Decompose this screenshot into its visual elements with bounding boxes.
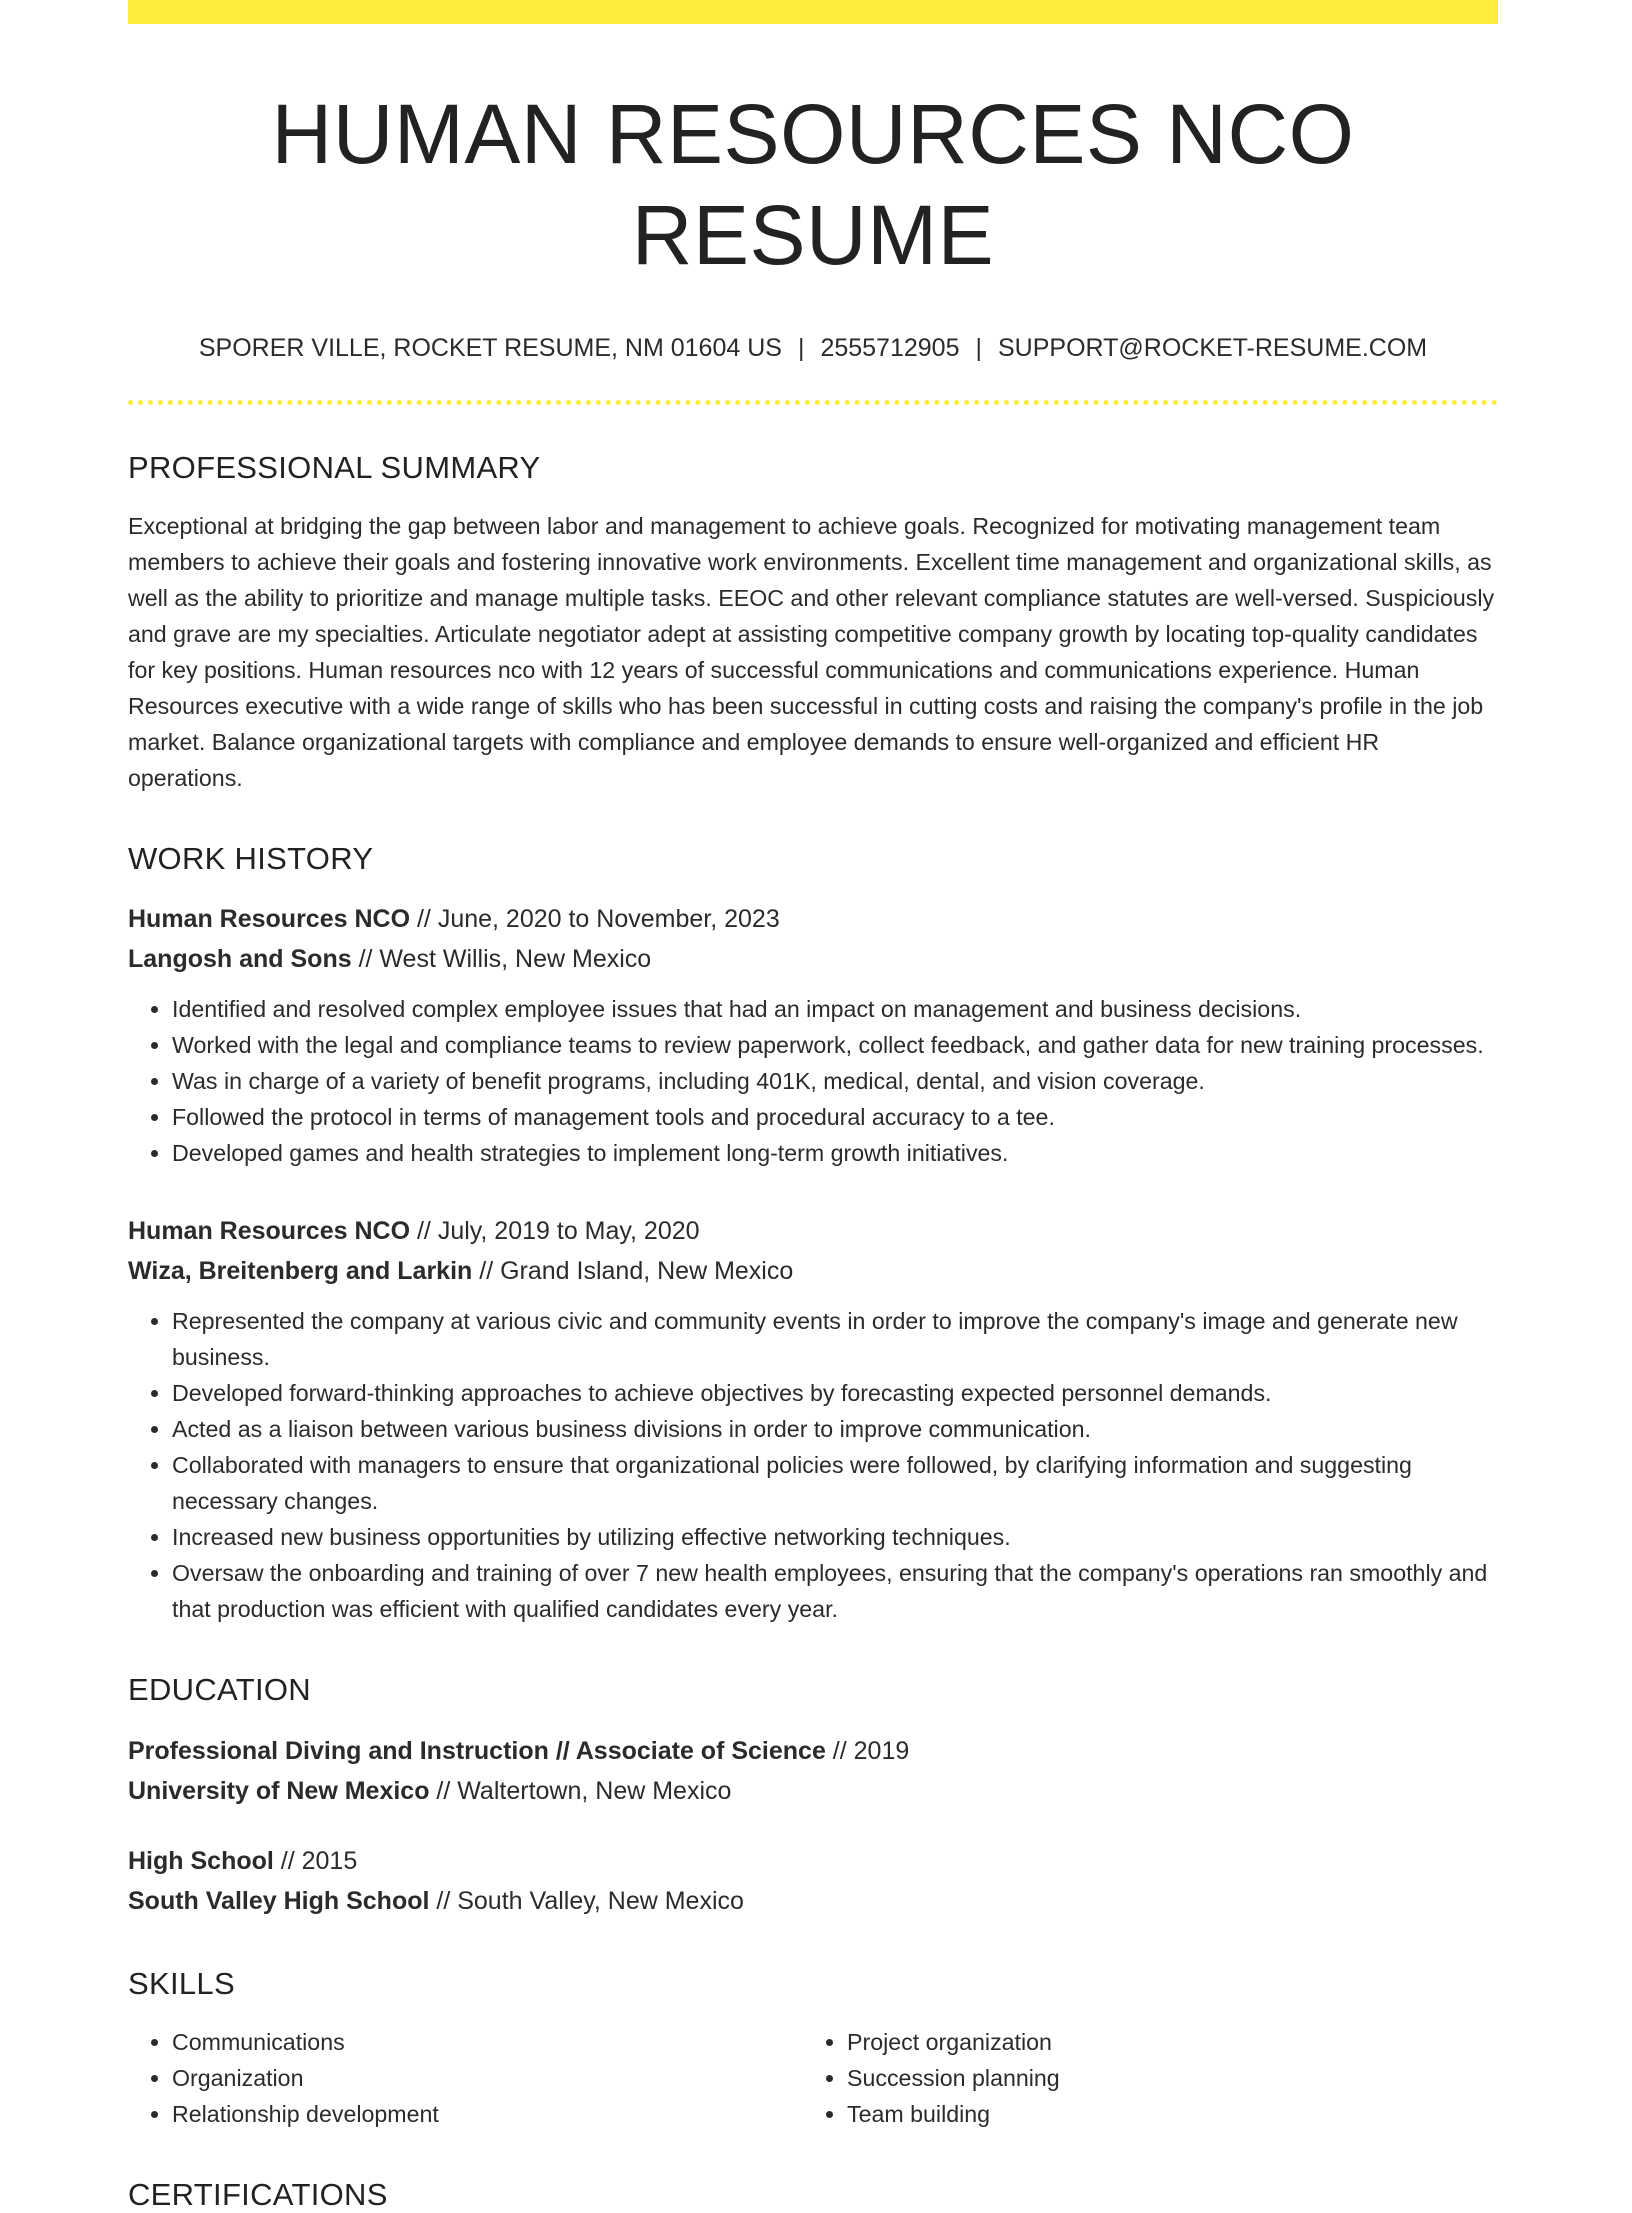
skill-item: • Communications (172, 2024, 803, 2060)
skill-item: • Project organization (847, 2024, 1478, 2060)
contact-email: SUPPORT@ROCKET-RESUME.COM (997, 333, 1428, 362)
job-title: Human Resources NCO (128, 905, 411, 934)
job-company-line (128, 939, 1498, 979)
education-degree-line (128, 1841, 1498, 1881)
job-company-line (128, 1251, 1498, 1291)
accent-top-bar (128, 0, 1498, 24)
education-location: // South Valley, New Mexico (429, 1886, 744, 1915)
contact-phone: 2555712905 (820, 333, 960, 362)
job-bullets (128, 1303, 1498, 1627)
education-school-line (128, 1771, 1498, 1811)
job-location: // Grand Island, New Mexico (472, 1257, 794, 1286)
job-bullet: • Represented the company at various civic and community events in order to improve the company's image and generate new business. (172, 1303, 1498, 1375)
job-bullet: • Developed forward-thinking approaches to achieve objectives by forecasting expected personnel demands. (172, 1375, 1498, 1411)
job-title-line (128, 1211, 1498, 1251)
skill-item: • Relationship development (172, 2096, 803, 2132)
job-company: Wiza, Breitenberg and Larkin (128, 1257, 473, 1286)
job-bullet: • Acted as a liaison between various business divisions in order to improve communication. (172, 1411, 1498, 1447)
job-bullet: • Oversaw the onboarding and training of over 7 new health employees, ensuring that the company's operations ran smoothly and that production was efficient with qualified candidates every year. (172, 1555, 1498, 1627)
education-year: // 2019 (825, 1736, 910, 1765)
job-bullet: • Followed the protocol in terms of management tools and procedural accuracy to a tee. (172, 1099, 1498, 1135)
education-school: University of New Mexico (128, 1776, 430, 1805)
education-location: // Waltertown, New Mexico (429, 1776, 732, 1805)
job-title: Human Resources NCO (128, 1217, 411, 1246)
job-bullet: • Collaborated with managers to ensure that organizational policies were followed, by clarifying information and suggesting necessary changes. (172, 1447, 1498, 1519)
job-entry (128, 1211, 1498, 1627)
job-bullets (128, 991, 1498, 1171)
job-title-line (128, 899, 1498, 939)
section-heading-summary: PROFESSIONAL SUMMARY (128, 450, 541, 486)
skill-item: • Organization (172, 2060, 803, 2096)
skills-grid (128, 2024, 1498, 2132)
job-dates: // June, 2020 to November, 2023 (410, 905, 780, 934)
contact-separator: | (975, 333, 982, 362)
education-degree: Professional Diving and Instruction // Associate of Science (128, 1736, 826, 1765)
contact-line (128, 332, 1498, 365)
contact-address: SPORER VILLE, ROCKET RESUME, NM 01604 US (198, 333, 782, 362)
section-heading-work-history: WORK HISTORY (128, 841, 374, 877)
resume-title: HUMAN RESOURCES NCO RESUME (271, 87, 1355, 282)
job-bullet: • Identified and resolved complex employee issues that had an impact on management and business decisions. (172, 991, 1498, 1027)
contact-separator: | (797, 333, 805, 362)
skills-column-left (128, 2024, 803, 2132)
skill-item: • Succession planning (847, 2060, 1478, 2096)
skills-column-right (803, 2024, 1478, 2132)
job-bullet: • Worked with the legal and compliance teams to review paperwork, collect feedback, and gather data for new training processes. (172, 1027, 1498, 1063)
job-bullet: • Increased new business opportunities by utilizing effective networking techniques. (172, 1519, 1498, 1555)
summary-text: Exceptional at bridging the gap between labor and management to achieve goals. Recognized for motivating management team members to achieve their goals and fostering innovative work environments. Excellent time management and organizational skills, as well as the ability to prioritize and manage multiple tasks. EEOC and other relevant compliance statutes are well-versed. Suspiciously and grave are my specialties. Articulate negotiator adept at assisting competitive company growth by locating top-quality candidates for key positions. Human resources nco with 12 years of successful communications and communications experience. Human Resources executive with a wide range of skills who has been successful in cutting costs and raising the company's profile in the job market. Balance organizational targets with compliance and employee demands to ensure well-organized and efficient HR operations. (128, 513, 1495, 792)
section-heading-education: EDUCATION (128, 1672, 311, 1708)
job-company: Langosh and Sons (128, 945, 352, 974)
dotted-divider (128, 400, 1498, 405)
education-degree-line (128, 1731, 1498, 1771)
job-bullet: • Developed games and health strategies to implement long-term growth initiatives. (172, 1135, 1498, 1171)
job-location: // West Willis, New Mexico (351, 945, 652, 974)
education-school: South Valley High School (128, 1886, 430, 1915)
education-degree: High School (128, 1846, 274, 1875)
education-year: // 2015 (273, 1846, 358, 1875)
job-dates: // July, 2019 to May, 2020 (410, 1217, 700, 1246)
skill-item: • Team building (847, 2096, 1478, 2132)
education-entry (128, 1731, 1498, 1811)
education-entry (128, 1841, 1498, 1921)
section-heading-certifications: CERTIFICATIONS (128, 2176, 388, 2212)
resume-page (128, 0, 1498, 2213)
education-school-line (128, 1881, 1498, 1921)
section-heading-skills: SKILLS (128, 1965, 235, 2001)
job-entry (128, 899, 1498, 1171)
job-bullet: • Was in charge of a variety of benefit programs, including 401K, medical, dental, and vision coverage. (172, 1063, 1498, 1099)
